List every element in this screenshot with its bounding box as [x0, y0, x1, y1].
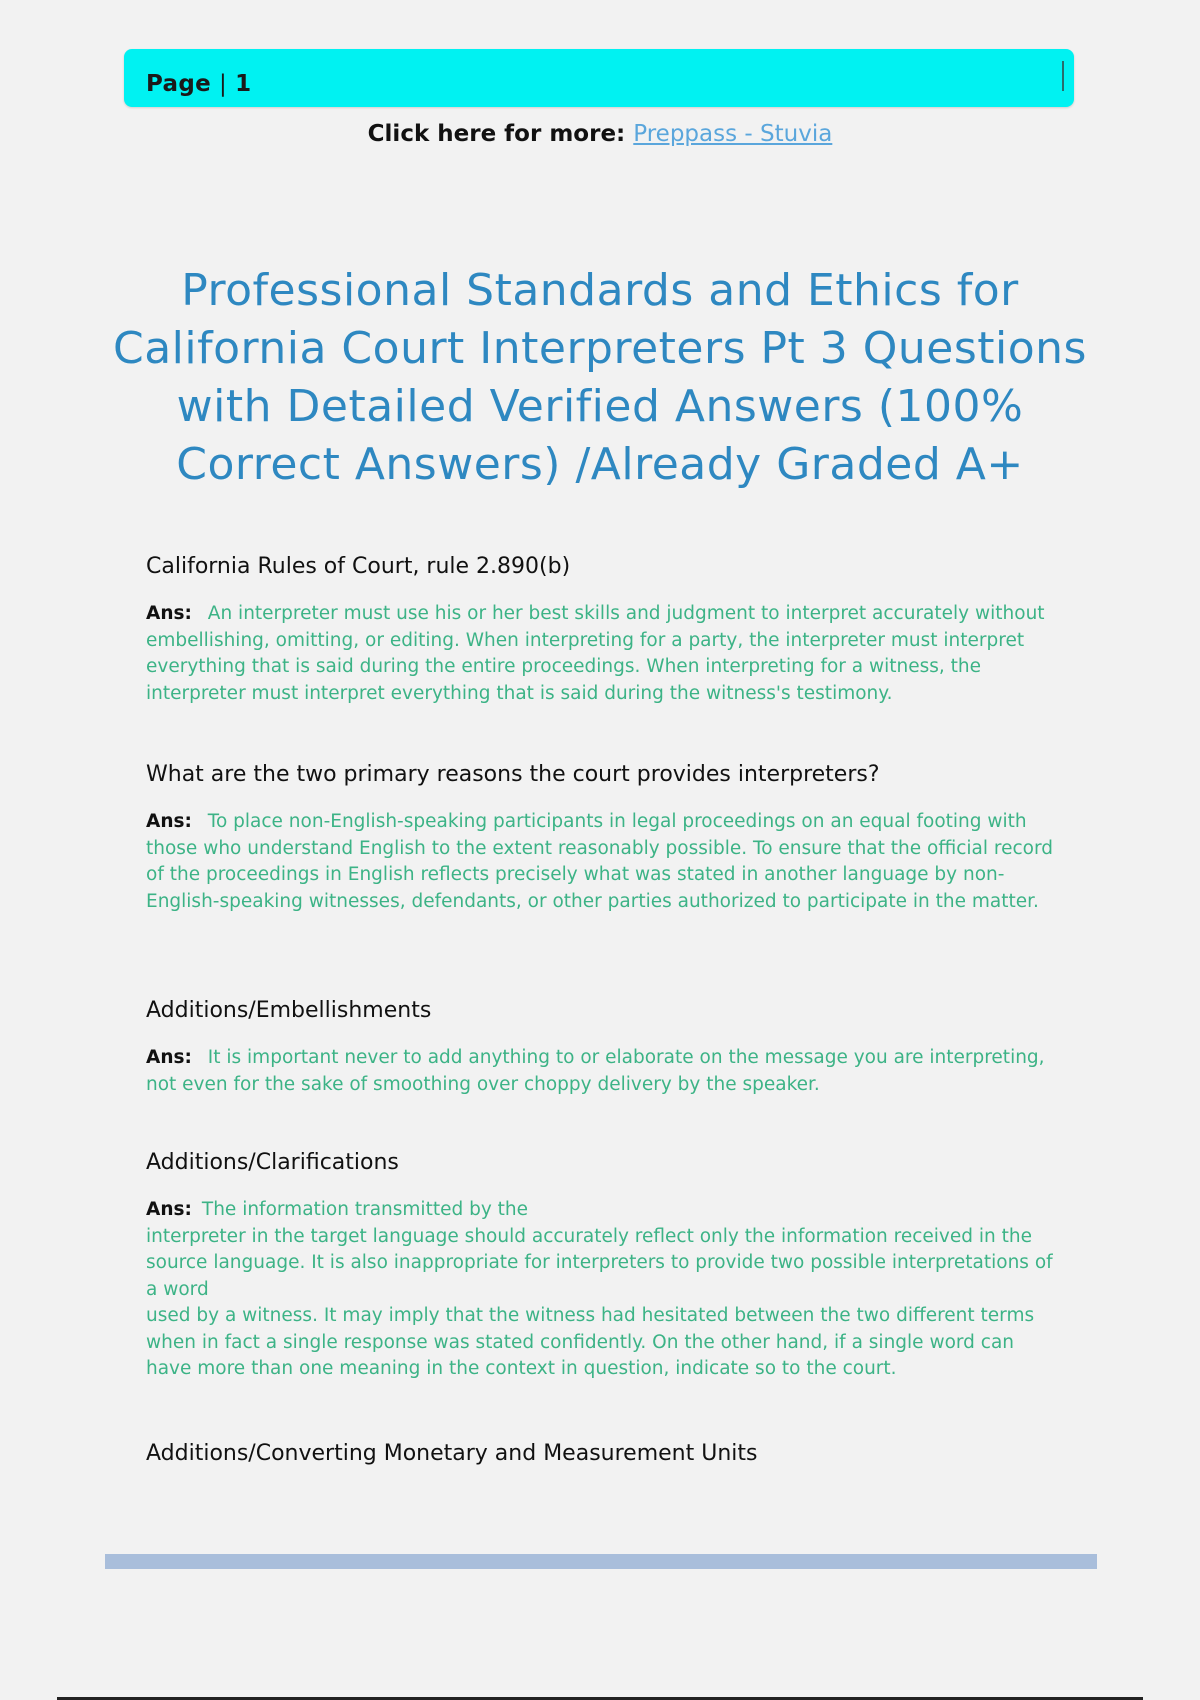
answer-label: Ans:: [146, 603, 192, 624]
qa-item: [146, 1150, 1056, 1383]
more-link-line: [0, 121, 1200, 147]
answer-block: [146, 1197, 1056, 1383]
page-word: Page: [146, 71, 212, 97]
answer-text: The information transmitted by the: [201, 1199, 529, 1220]
qa-item: [146, 554, 1056, 707]
answer-block: [146, 1045, 1056, 1098]
header-edge-line: [1062, 61, 1064, 91]
question-text: California Rules of Court, rule 2.890(b): [146, 554, 571, 579]
answer-label: Ans:: [146, 1199, 192, 1220]
preppass-stuvia-link[interactable]: Preppass - Stuvia: [633, 121, 833, 147]
answer-line: [146, 1197, 1056, 1224]
footer-rule: [105, 1554, 1097, 1569]
page-separator: |: [219, 71, 228, 97]
question-text: What are the two primary reasons the court provides interpreters?: [146, 762, 880, 787]
answer-text: To place non-English-speaking participants in legal proceedings on an equal footing with those who understand English to the extent reasonably possible. To ensure that the official record of the proceedings in English reflects precisely what was stated in another language by non-English-speaking witnesses, defendants, or other parties authorized to participate in the matter.: [146, 811, 1053, 912]
answer-text: An interpreter must use his or her best skills and judgment to interpret accurately without embellishing, omitting, or editing. When interpreting for a party, the interpreter must interpret everything that is said during the entire proceedings. When interpreting for a witness, the interpreter must interpret everything that is said during the witness's testimony.: [146, 603, 1045, 704]
qa-item: [146, 1441, 1056, 1466]
answer-block: [146, 809, 1056, 915]
more-prefix: Click here for more:: [367, 121, 626, 147]
qa-item: [146, 762, 1056, 915]
question-text: Additions/Embellishments: [146, 998, 432, 1023]
page-header-bar: [124, 49, 1074, 107]
page-number: 1: [235, 71, 252, 97]
page-number-label: [146, 71, 251, 97]
answer-text: It is important never to add anything to or elaborate on the message you are interpreting, not even for the sake of smoothing over choppy delivery by the speaker.: [146, 1047, 1045, 1095]
answer-label: Ans:: [146, 1047, 192, 1068]
qa-item: [146, 998, 1056, 1098]
question-text: Additions/Converting Monetary and Measurement Units: [146, 1441, 758, 1466]
answer-block: [146, 601, 1056, 707]
question-text: Additions/Clarifications: [146, 1150, 399, 1175]
answer-label: Ans:: [146, 811, 192, 832]
answer-line: interpreter in the target language should accurately reflect only the information received in the source language. It is also inappropriate for interpreters to provide two possible interpretations of a word: [146, 1225, 1053, 1300]
answer-line: used by a witness. It may imply that the witness had hesitated between the two different terms when in fact a single response was stated confidently. On the other hand, if a single word can have more than one meaning in the context in question, indicate so to the court.: [146, 1305, 1035, 1379]
document-title: Professional Standards and Ethics for California Court Interpreters Pt 3 Questions with Detailed Verified Answers (100% Correct Answers) /Already Graded A+: [113, 265, 1087, 490]
